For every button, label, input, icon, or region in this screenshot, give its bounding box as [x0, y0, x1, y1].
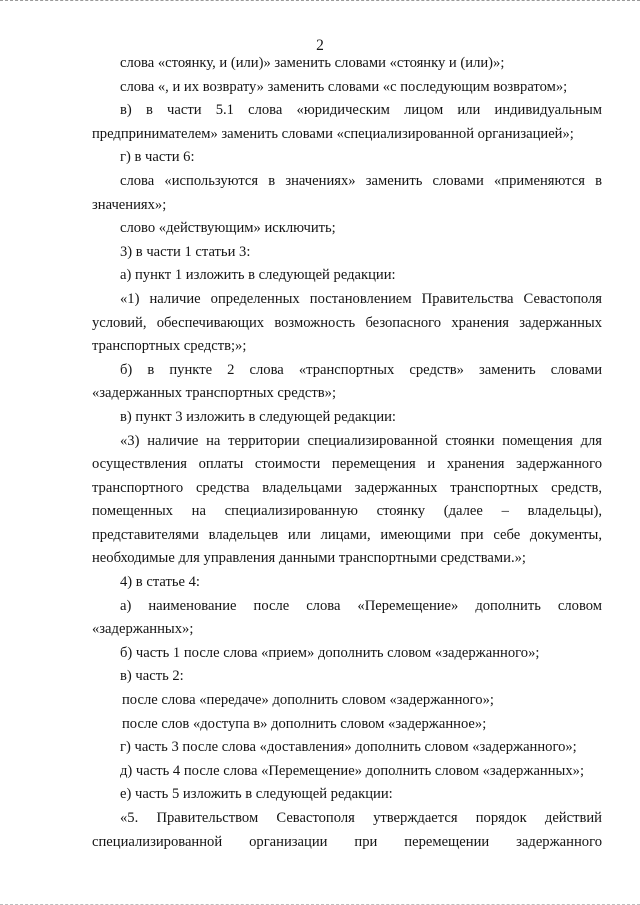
paragraph: «5. Правительством Севастополя утверждается порядок действий специализированной организации при перемещении задержанного [92, 810, 602, 850]
paragraph: после слов «доступа в» дополнить словом «задержанное»; [122, 715, 487, 732]
paragraph: в) часть 2: [120, 668, 184, 685]
paragraph: е) часть 5 изложить в следующей редакции: [120, 786, 393, 803]
paragraph: г) часть 3 после слова «доставления» дополнить словом «задержанного»; [120, 739, 577, 756]
paragraph: 4) в статье 4: [120, 574, 200, 591]
paragraph: слова «стоянку, и (или)» заменить словами «стоянку и (или)»; [120, 55, 505, 71]
paragraph: слова «, и их возврату» заменить словами «с последующим возвратом»; [120, 78, 568, 95]
paragraph: после слова «передаче» дополнить словом «задержанного»; [122, 692, 494, 709]
paragraph: б) часть 1 после слова «прием» дополнить словом «задержанного»; [120, 644, 540, 661]
paragraph: в) пункт 3 изложить в следующей редакции: [120, 408, 396, 425]
document-body [92, 52, 602, 854]
page-number: 2 [316, 37, 324, 54]
top-scan-edge [0, 0, 640, 1]
paragraph: б) в пункте 2 слова «транспортных средств» заменить словами «задержанных транспортных средств»; [92, 361, 602, 402]
paragraph: слово «действующим» исключить; [120, 220, 336, 237]
paragraph: д) часть 4 после слова «Перемещение» дополнить словом «задержанных»; [120, 762, 584, 779]
paragraph: слова «используются в значениях» заменить словами «применяются в значениях»; [92, 172, 602, 213]
paragraph: 3) в части 1 статьи 3: [120, 243, 251, 260]
paragraph: в) в части 5.1 слова «юридическим лицом или индивидуальным предпринимателем» заменить словами «специализированной организацией»; [92, 102, 602, 142]
paragraph: г) в части 6: [120, 149, 195, 166]
paragraph: «3) наличие на территории специализированной стоянки помещения для осуществления оплаты стоимости перемещения и хранения задержанного транспортного средства владельцами задержанных транспортных средств, помещенных на специализированную стоянку (далее – владельцы), представителями владельцев или лицами, имеющими при себе документы, необходимые для управления данными транспортными средствами.»; [92, 432, 602, 567]
paragraph: а) наименование после слова «Перемещение» дополнить словом «задержанных»; [92, 597, 602, 638]
paragraph: «1) наличие определенных постановлением Правительства Севастополя условий, обеспечивающих возможность безопасного хранения задержанных транспортных средств;»; [92, 290, 602, 355]
paragraph: а) пункт 1 изложить в следующей редакции: [120, 267, 396, 284]
